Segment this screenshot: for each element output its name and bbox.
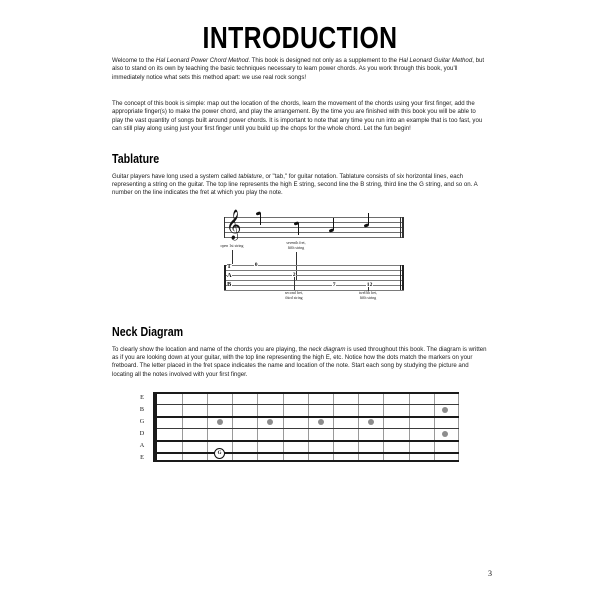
neck-diagram-inner — [135, 392, 465, 464]
staff-line — [224, 237, 404, 238]
staff-line — [224, 232, 404, 233]
string-label-a: A — [139, 442, 145, 449]
notation-staff — [224, 210, 404, 240]
callout-leader-line — [232, 250, 233, 264]
note-stem — [260, 213, 261, 225]
neck-diagram-heading: Neck Diagram — [112, 324, 184, 339]
fretboard-bottom-edge — [157, 460, 459, 462]
string-labels — [135, 395, 149, 459]
fretboard-surface — [157, 392, 459, 462]
inlay-dot-fret-9 — [368, 419, 374, 425]
intro-text-block — [112, 57, 488, 91]
tab-number: 2 — [292, 271, 296, 278]
tab-figure — [112, 210, 488, 313]
tab-line — [224, 261, 404, 268]
string-label-e-low: E — [140, 454, 144, 461]
tablature-section — [112, 152, 488, 207]
intro-text-block-2 — [112, 100, 488, 143]
tab-staff — [224, 261, 404, 291]
inlay-dot-fret-7 — [318, 419, 324, 425]
tab-number: 12 — [366, 281, 373, 288]
page-number: 3 — [488, 569, 492, 578]
callout-second-fret: second fret, third string — [284, 291, 304, 300]
string-line-b — [157, 404, 459, 405]
neck-diagram-paragraph: To clearly show the location and name of the chords you are playing, the neck diagram is used throughout this book. The diagram is written as if you are looking down at your guitar, with the top line representing the high E, etc. Notice how the dots match the markers on your fretboard. The letter placed in the fret space indicates the name and location of the note. Start each song by studying the picture and locating all the notes involved with your first finger. — [112, 345, 487, 378]
string-label-d: D — [139, 430, 145, 437]
tab-line — [224, 270, 404, 271]
callout-open-first-string: open 1st string — [220, 244, 244, 248]
string-line-e-low — [157, 452, 459, 454]
note-stem — [368, 213, 369, 225]
tab-barline-left — [224, 265, 226, 290]
neck-diagram-figure — [112, 392, 488, 464]
tab-barline-right-thick — [402, 265, 404, 290]
tab-line — [224, 271, 404, 278]
note-stem — [333, 218, 334, 230]
inlay-dot-fret-12-upper — [442, 407, 448, 413]
neck-diagram-section — [112, 325, 488, 388]
callout-seventh-fret: seventh fret, fifth string — [286, 241, 306, 250]
string-line-d — [157, 428, 459, 429]
string-line-a — [157, 440, 459, 442]
string-label-b: B — [139, 406, 145, 413]
inlay-dot-fret-5 — [267, 419, 273, 425]
tablature-heading: Tablature — [112, 151, 160, 166]
staff-line — [224, 222, 404, 223]
tab-figure-inner — [184, 210, 416, 313]
string-line-g — [157, 416, 459, 418]
tab-letter-b: B — [227, 281, 232, 288]
tab-number: 0 — [254, 261, 258, 268]
intro-paragraph-1: Welcome to the Hal Leonard Power Chord Method. This book is designed not only as a supplement to the Hal Leonard Guitar Method, but also to stand on its own by teaching the basic techniques necessary to learn power chords. As you work through this book, you'll immediately notice what sets this method apart: we use real rock songs! — [112, 57, 485, 81]
intro-paragraph-2: The concept of this book is simple: map out the location of the chords, learn the movement of the chords using your first finger, add the appropriate finger(s) to make the power chord, and play the arrangement. By the time you are finished with this book you will be able to play the vast quantity of songs built around power chords. It is important to note that any time you run into an example that is too fast, you can still play along using just your first finger until you build up the chops for the whole chord. Let the fun begin! — [112, 100, 483, 133]
note-stem — [298, 223, 299, 235]
neck-note-marker-g: G — [214, 448, 225, 459]
tablature-paragraph: Guitar players have long used a system called tablature, or "tab," for guitar notation. Tablature consists of six horizontal lines, each representing a string on the guitar. The top line represents the high E string, second line the B string, third line the G string, and so on. A number on the line indicates the fret at which you play the note. — [112, 172, 478, 197]
tab-letter-a: A — [227, 272, 232, 279]
staff-line — [224, 217, 404, 218]
callout-leader-line — [294, 277, 295, 290]
fretboard — [153, 392, 459, 462]
string-label-g: G — [139, 418, 145, 425]
inlay-dot-fret-12-lower — [442, 431, 448, 437]
staff-barline-right-thick — [402, 217, 404, 238]
inlay-dot-fret-3 — [217, 419, 223, 425]
page-title: INTRODUCTION — [202, 20, 398, 55]
string-line-e-high — [157, 392, 459, 394]
staff-line — [224, 227, 404, 228]
tab-line — [224, 280, 404, 281]
tab-letter-t: T — [227, 263, 232, 270]
treble-clef-icon: 𝄞 — [226, 210, 242, 240]
callout-twelfth-fret: twelfth fret, fifth string — [358, 291, 378, 300]
string-label-e-high: E — [140, 394, 144, 401]
tab-number: 7 — [332, 281, 336, 288]
